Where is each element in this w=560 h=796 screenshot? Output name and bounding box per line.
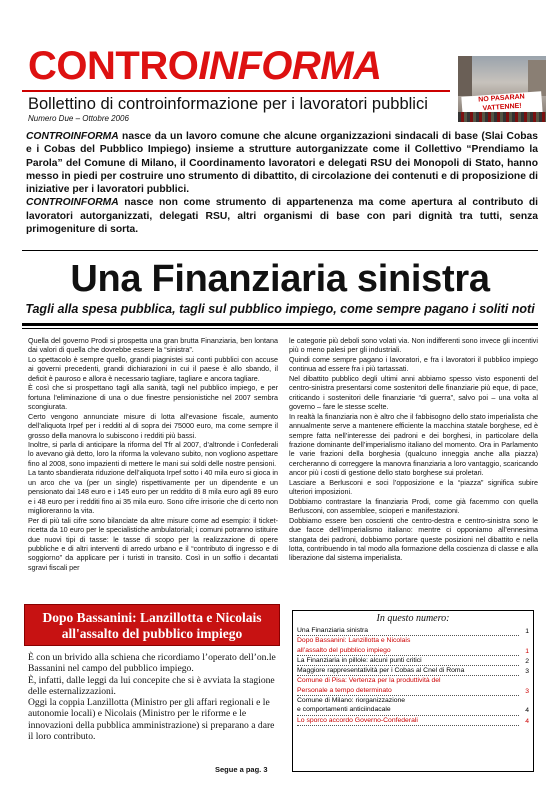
toc-item-page: 1	[525, 628, 529, 635]
article-paragraph: Dobbiamo essere ben coscienti che centro-destra e centro-sinistra sono le due facce dell’imperialismo italiano: mentre ci opponiamo all’ennesima stangata dei padroni, dobbiamo portare queste posizioni nel dibattito e nella lotta, contribuendo in tal modo alla formazione della coscienza di classe e alla liberazione dal sistema imperialista.	[289, 515, 538, 563]
side-article-body	[28, 652, 278, 742]
article-column-2	[289, 336, 538, 563]
toc-item[interactable]	[297, 647, 529, 656]
toc-item-title: Comune di Milano: riorganizzazione	[297, 697, 406, 705]
masthead-title-part2: INFORMA	[198, 44, 382, 88]
masthead-title-part1: CONTRO	[28, 44, 199, 88]
toc-item[interactable]	[297, 667, 529, 676]
article-paragraph: Lo spettacolo è sempre quello, grandi piagnistei sui conti pubblici con accuse ai governi precedenti, grandi dichiarazioni in cui il paese è allo sbando, il deficit è pauroso e allora è necessario tagliare, tagliare e ancora tagliare.	[28, 354, 278, 383]
article-paragraph: Lasciare a Berlusconi e soci l’opposizione e la “piazza” significa subire ulteriori imposizioni.	[289, 477, 538, 497]
masthead-rule	[22, 90, 450, 92]
toc-item[interactable]	[297, 637, 529, 645]
toc-item-page: 4	[525, 707, 529, 715]
toc-item-title: Una Finanziaria sinistra	[297, 627, 519, 636]
masthead-title	[28, 44, 381, 88]
article-paragraph: Per di più tali cifre sono bilanciate da altre misure come ad esempio: il ticket-ricetta da 10 euro per le specialistiche ambulatoriali; i comuni potranno istituire due nuovi tipi di tasse: le tasse di scopo per la realizzazione di opere pubbliche e di altri interventi di arredo urbano e il “contributo di ingresso e di soggiorno” da applicare per i turisti in transito. Così in un soffio i decantati sgravi fiscali per	[28, 515, 278, 572]
toc-title: In questo numero:	[376, 613, 450, 624]
article-paragraph: Dobbiamo contrastare la finanziaria Prodi, come già facemmo con quella Berlusconi, con assemblee, scioperi e manifestazioni.	[289, 496, 538, 516]
intro-brand: CONTROINFORMA	[26, 131, 119, 142]
toc-item-title: all’assalto del pubblico impiego	[297, 647, 519, 656]
intro-text	[26, 130, 538, 236]
article-headline: Una Finanziaria sinistra	[70, 258, 490, 300]
article-paragraph: Certo vengono annunciate misure di lotta all’evasione fiscale, aumento dell’aliquota Irpef per i redditi al di sopra dei 75000 euro, ma come sempre il grosso della manovra lo subiscono i redditi più bassi.	[28, 411, 278, 440]
toc-item[interactable]	[297, 697, 529, 705]
photo-banner-text: NO PASARAN VATTENNE!	[461, 91, 542, 119]
issue-number: Numero Due – Ottobre 2006	[28, 114, 129, 123]
toc-item[interactable]	[297, 706, 529, 715]
intro-paragraph-2: nasce non come strumento di appartenenza ma come apertura al contributo di lavoratori autorganizzati, delegati RSU, altri organismi di base con pari dignità tra tutti, senza primogeniture di sorta.	[26, 197, 538, 236]
article-paragraph: Quindi come sempre pagano i lavoratori, e fra i lavoratori il pubblico impiego continua ad essere fra i più tartassati.	[289, 354, 538, 374]
intro-brand: CONTROINFORMA	[26, 197, 119, 209]
article-paragraph: Inoltre, si parla di anticipare la riforma del Tfr al 2007, d’altronde i Confederali lo avevano già detto, loro la riforma la volevano subito, non vogliono aspettare fino al 2008, sono impazienti di mettere le mani sui soldi delle nostre pensioni.	[28, 439, 278, 468]
toc-item[interactable]	[297, 657, 529, 666]
article-subheadline: Tagli alla spesa pubblica, tagli sul pubblico impiego, come sempre pagano i soliti noti	[25, 302, 535, 316]
protest-photo	[458, 56, 546, 122]
toc-item[interactable]	[297, 677, 529, 685]
article-paragraph: È così che si prospettano tagli alla sanità, tagli nel pubblico impiego, e per fortuna l’eliminazione di una o due finestre pensionistiche nel 2007 sembra scongiurata.	[28, 383, 278, 412]
toc-item-title: Dopo Bassanini: Lanzillotta e Nicolais	[297, 637, 411, 645]
table-of-contents	[292, 610, 534, 772]
divider	[22, 323, 538, 326]
continued-link[interactable]: Segue a pag. 3	[215, 765, 268, 774]
side-article-paragraph: Oggi la coppia Lanzillotta (Ministro per gli affari regionali e le autonomie locali) e Nicolais (Ministro per le riforme e le innovazioni della pubblica amministrazione) si preparano a dare il loro contributo.	[28, 697, 275, 743]
side-article-paragraph: È con un brivido alla schiena che ricordiamo l’operato dell’on.le Bassanini nel campo del pubblico impiego.	[28, 652, 276, 675]
article-paragraph: In realtà la finanziaria non è altro che il fabbisogno dello stato imperialista che annualmente serve a mantenere efficiente la macchina statale borghese, ed è sempre fatta nell’interesse dei padroni e dei borghesi, in particolare della frazione dominante dell’imperialismo italiano del momento. Ora in Parlamento le varie frazioni della borghesia (qualcuno inneggia anche alla piazza) cercheranno di correggere la manovra finanziaria a loro vantaggio, scaricando ancor più i costi di gestione dello stato borghese sui proletari.	[289, 411, 538, 478]
article-paragraph: le categorie più deboli sono volati via. Non indifferenti sono invece gli incentivi più o meno palesi per gli industriali.	[289, 336, 538, 355]
toc-item-page: 3	[525, 668, 529, 676]
toc-item-page: 3	[525, 687, 529, 695]
toc-item-title: Maggiore rappresentatività per i Cobas al Cnel di Roma	[297, 667, 519, 676]
toc-item-page: 1	[525, 647, 529, 655]
toc-item-title: Comune di Pisa: Vertenza per la produttività del	[297, 677, 441, 685]
toc-item-title: Lo sporco accordo Governo-Confederali	[297, 717, 519, 726]
divider	[22, 328, 538, 329]
article-paragraph: La tanto sbandierata riduzione dell’aliquota Irpef sotto i 40 mila euro si gioca in un arco che va (per un single) rispettivamente per un dipendente e un pensionato dai 148 euro e i 145 euro per un reddito di 8 mila euro agli 89 euro e i 48 euro per i redditi fino ai 35 mila euro. Sono cifre irrisorie che di certo non miglioreranno la vita.	[28, 468, 278, 516]
toc-item[interactable]	[297, 627, 529, 636]
side-article-title: Dopo Bassanini: Lanzillotta e Nicolais all'assalto del pubblico impiego	[24, 604, 280, 646]
toc-list	[297, 627, 529, 727]
toc-item-page: 2	[525, 657, 529, 665]
toc-item[interactable]	[297, 717, 529, 726]
toc-item-title: e comportamenti anticiindacale	[297, 706, 519, 715]
toc-item-title: Personale a tempo determinato	[297, 687, 519, 696]
divider	[22, 250, 538, 251]
side-article-paragraph: È, infatti, dalle leggi da lui concepite che si è avviata la stagione delle esternalizzazioni.	[28, 674, 275, 697]
masthead-subtitle: Bollettino di controinformazione per i lavoratori pubblici	[28, 95, 428, 113]
article-paragraph: Nel dibattito pubblico degli ultimi anni abbiamo spesso visto esponenti del centro-sinistra presentarsi come sostenitori delle finanziarie più eque, di pace, criticando i sostenitori delle finanziarie “di guerra”, salvo poi – una volta al governo – fare le stesse scelte.	[289, 373, 538, 412]
intro-paragraph-1: nasce da un lavoro comune che alcune organizzazioni sindacali di base (Slai Cobas e i Cobas del Pubblico Impiego) insieme a strutture autorganizzate come il Collettivo “Prendiamo la Parola” del Comune di Milano, il Coordinamento lavoratori e delegati RSU dei Monopoli di Stato, hanno messo in piedi per costruire uno strumento di dibattito, di circolazione dei contenuti e di proposizione di iniziative per i lavoratori pubblici.	[26, 131, 538, 196]
toc-item-page: 4	[525, 717, 529, 725]
toc-item-title: La Finanziaria in pillole: alcuni punti critici	[297, 657, 519, 666]
toc-item[interactable]	[297, 687, 529, 696]
article-paragraph: Quella del governo Prodi si prospetta una gran brutta Finanziaria, ben lontana dai valori di quella che dovrebbe essere la “sinistra”.	[28, 336, 278, 355]
article-column-1	[28, 336, 278, 572]
